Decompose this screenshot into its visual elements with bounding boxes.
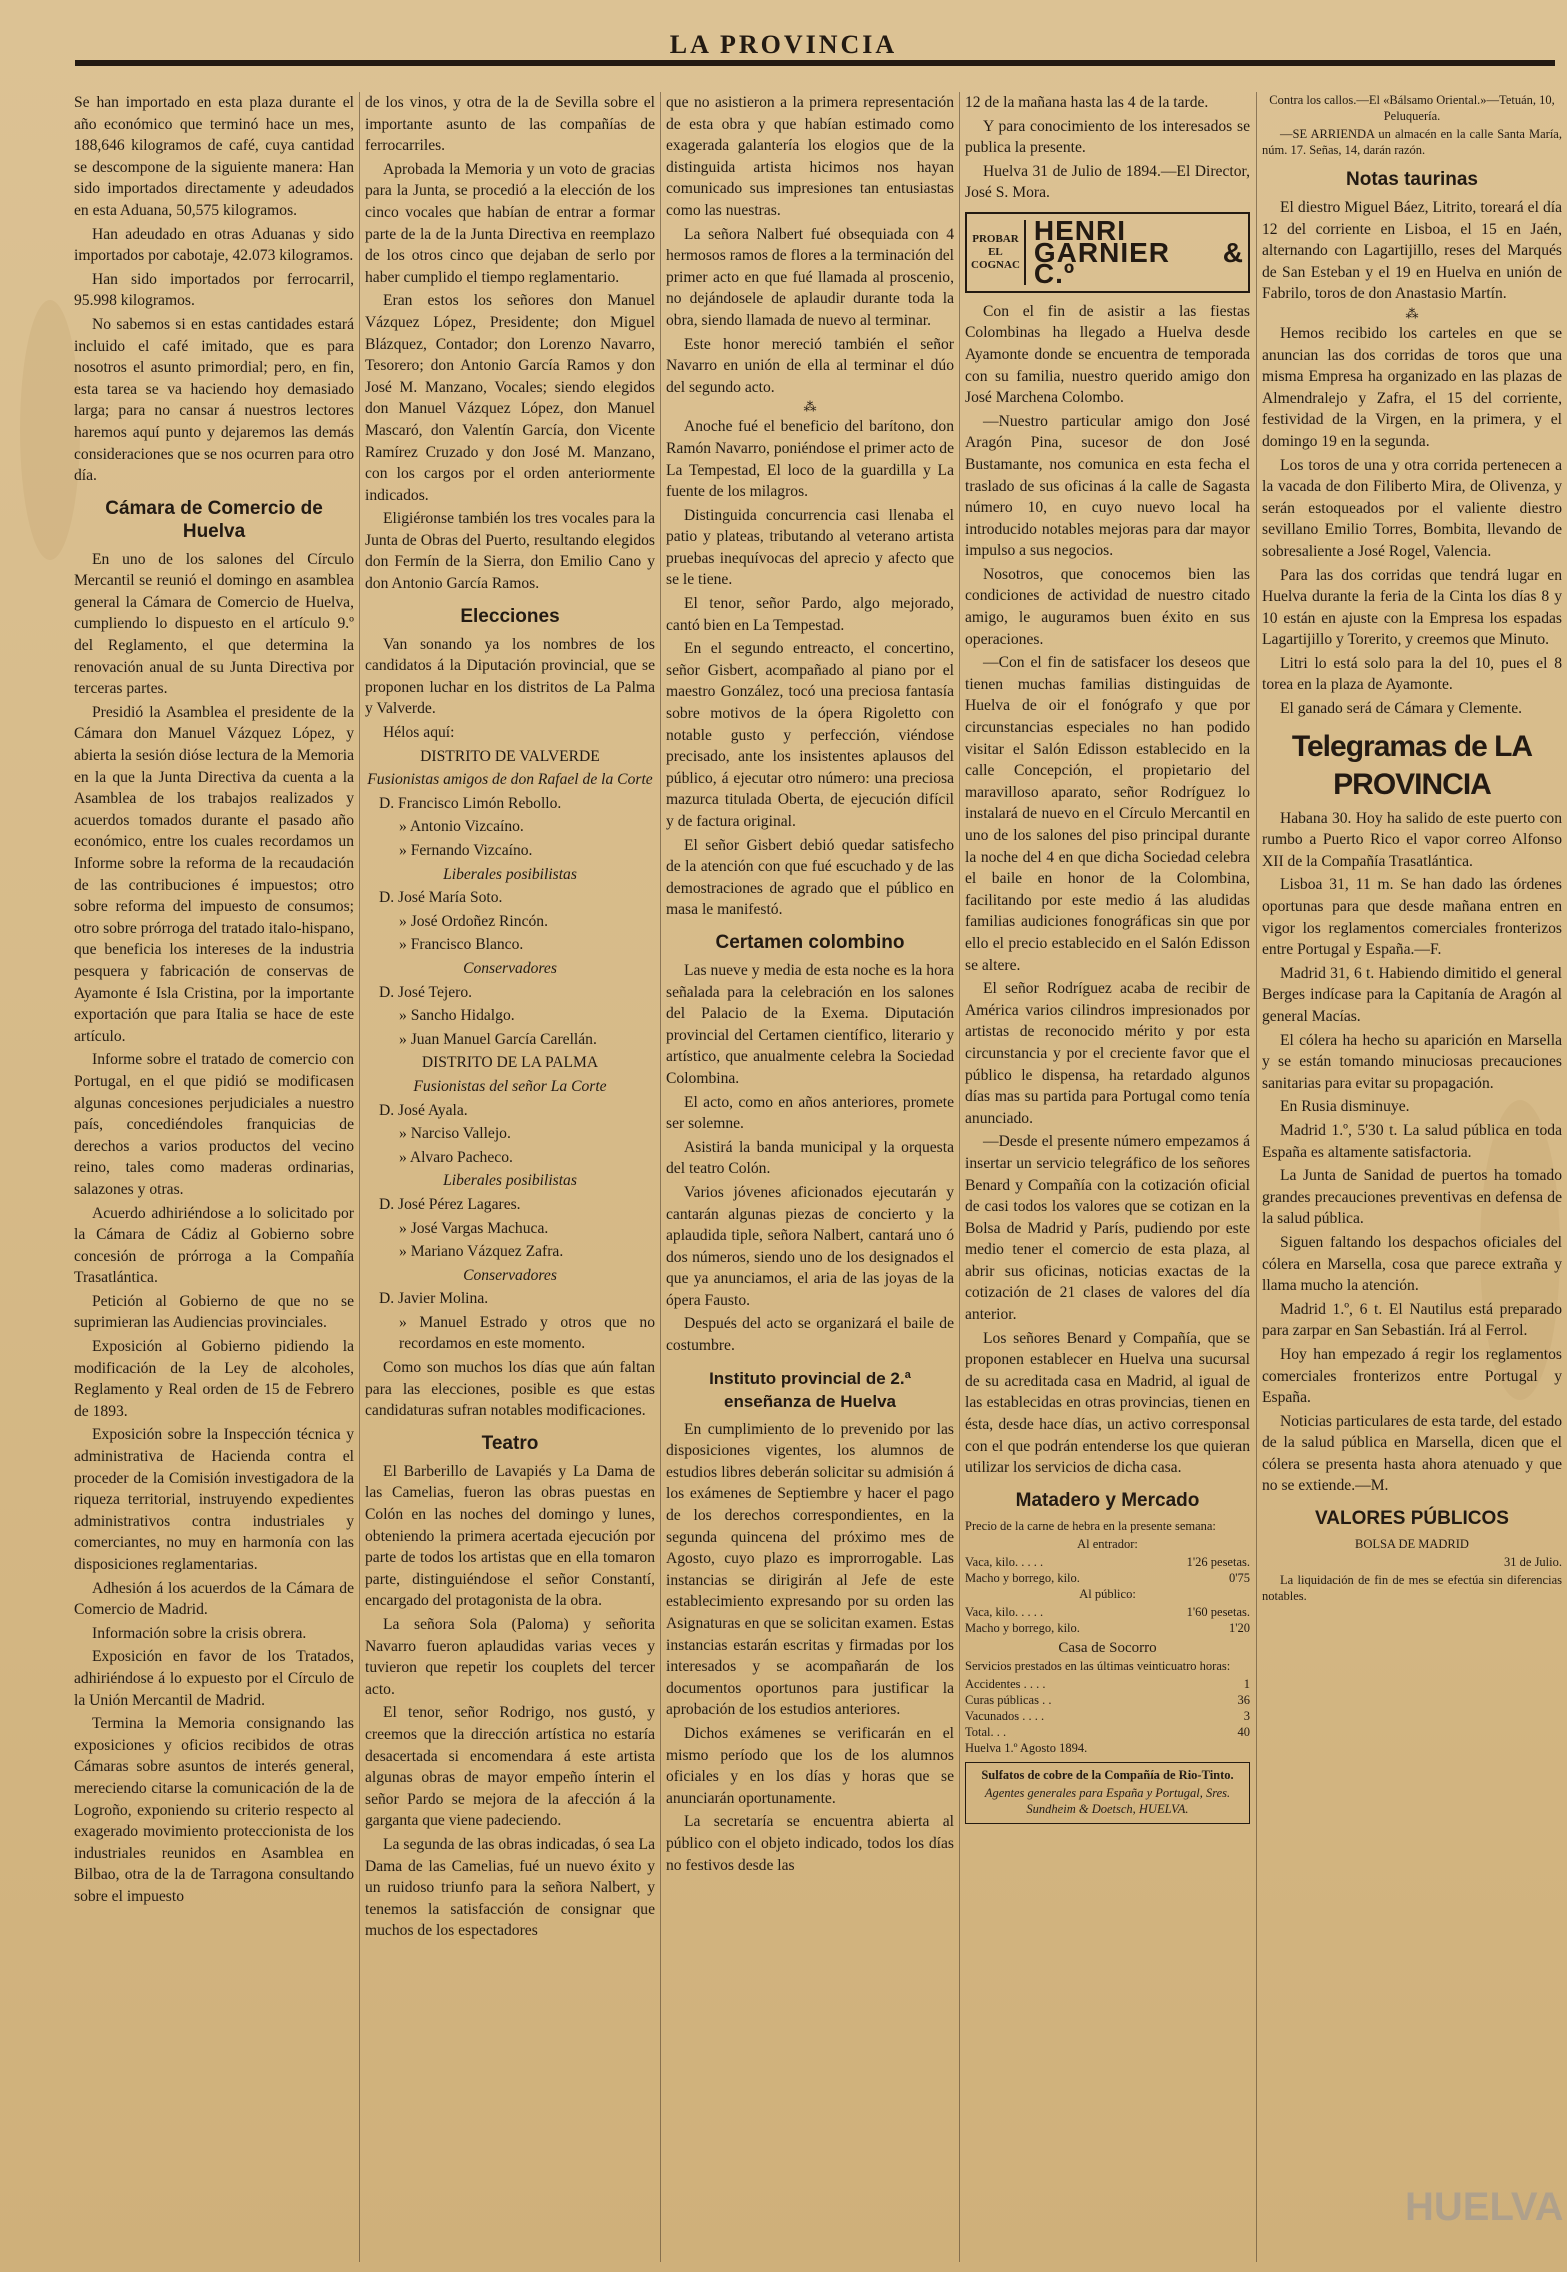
article-paragraph: Termina la Memoria consignando las exposiciones y oficios recibidos de otras Cámaras sobre asuntos de interés general, mereciendo citarse la comunicación de la de Logroño, exponiendo su criterio respecto al exagerado movimiento proteccionista de los industriales reunidos en Asamblea en Bilbao, otra de la de Tarragona consultando sobre el impuesto xyxy=(74,1715,354,1905)
article-paragraph: Nosotros, que conocemos bien las condiciones de actividad de nuestro citado amigo, le auguramos buen éxito en sus operaciones. xyxy=(965,565,1250,648)
article-paragraph: No sabemos si en estas cantidades estará incluido el café imitado, que es para nosotros el asunto primordial; pero, en fin, esta tarea se va haciendo hoy demasiado larga; para no cansar á nuestros lectores haremos aquí punto y dejaremos las demás consideraciones que se nos ocurren para otro día. xyxy=(74,315,354,485)
article-paragraph: Con el fin de asistir a las fiestas Colombinas ha llegado a Huelva desde Ayamonte donde se encuentra de temporada con su familia, nuestro querido amigo don José Marchena Colombo. xyxy=(965,302,1250,407)
telegram-item: Madrid 1.º, 5'30 t. La salud pública en toda España es altamente satisfactoria. xyxy=(1262,1121,1562,1161)
article-paragraph: El señor Rodríguez acaba de recibir de América varios cilindros impresionados por artistas de reconocido mérito y por esta circunstancia y por el creciente favor que el público le dispensa, ha retardado algunos días mas su partida para Portugal como tenía anunciado. xyxy=(965,980,1250,1127)
district-heading: DISTRITO DE VALVERDE xyxy=(420,747,600,765)
telegram-item: Siguen faltando los despachos oficiales del cólera en Marsella, cosa que parece extraña y llama mucho la atención. xyxy=(1262,1233,1562,1295)
candidate: » Francisco Blanco. xyxy=(399,936,524,954)
article-paragraph: La secretaría se encuentra abierta al público con el objeto indicado, todos los días no festivos desde las xyxy=(666,1813,954,1874)
party-heading: Liberales posibilistas xyxy=(443,1172,577,1190)
telegram-item: Habana 30. Hoy ha salido de este puerto con rumbo a Puerto Rico el vapor correo Alfonso XII de la Compañía Trasatlántica. xyxy=(1262,809,1562,870)
article-paragraph: En uno de los salones del Círculo Mercantil se reunió el domingo en asamblea general la Cámara de Comercio de Huelva, cumpliendo lo dispuesto en el artículo 9.º del Reglamento, el que determina la renovación anual de su Junta Directiva por terceras partes. xyxy=(74,550,354,698)
sulfates-advertisement xyxy=(965,1762,1250,1824)
article-paragraph: Acuerdo adhiriéndose a lo solicitado por la Cámara de Cádiz al Gobierno sobre concesión de prórroga a la Compañía Trasatlántica. xyxy=(74,1204,354,1287)
paper-stain xyxy=(20,300,80,560)
service-row xyxy=(965,1692,1250,1708)
huelva-watermark: HUELVA xyxy=(1405,2185,1564,2229)
market-subheading: Al entrador: xyxy=(1077,1536,1138,1551)
column-5 xyxy=(1262,92,1562,2262)
service-label: Curas públicas . . xyxy=(965,1692,1052,1707)
ad-line: Agentes generales para España y Portugal, Sres. Sundheim & Doetsch, HUELVA. xyxy=(984,1785,1231,1816)
service-total xyxy=(965,1724,1250,1740)
party-heading: Fusionistas del señor La Corte xyxy=(413,1077,607,1095)
service-label: Accidentes . . . . xyxy=(965,1676,1046,1691)
price-label: Macho y borrego, kilo. xyxy=(965,1570,1080,1585)
service-total-label: Total. . . xyxy=(965,1724,1007,1739)
candidate: D. José Tejero. xyxy=(379,983,473,1001)
column-divider xyxy=(1256,92,1257,2262)
article-paragraph: Hélos aquí: xyxy=(383,724,455,742)
candidate: » Fernando Vizcaíno. xyxy=(399,842,533,859)
classified-ad: Contra los callos.—El «Bálsamo Oriental.»—Tetuán, 10, Peluquería. xyxy=(1269,93,1555,123)
article-paragraph: Exposición en favor de los Tratados, adhiriéndose á lo expuesto por el Círculo de la Unión Mercantil de Madrid. xyxy=(74,1648,354,1709)
column-divider xyxy=(660,92,661,2262)
candidate: D. Javier Molina. xyxy=(379,1290,489,1308)
article-paragraph: —Desde el presente número empezamos á insertar un servicio telegráfico de los señores Benard y Compañía con la cotización oficial de casi todos los valores que se cotizan en la Bolsa de Madrid y París, pudiendo por este medio tener el comercio de esta plaza, al abrir sus oficinas, noticias exactas de la cotización de 21 clases de valores del día anterior. xyxy=(965,1133,1250,1324)
article-paragraph: Distinguida concurrencia casi llenaba el patio y plateas, tributando al veterano artista pruebas inequívocas del aprecio y afecto que se le tiene. xyxy=(666,506,954,589)
candidate: D. José María Soto. xyxy=(379,889,503,907)
party-heading: Liberales posibilistas xyxy=(443,865,577,883)
candidate: » José Vargas Machuca. xyxy=(399,1219,549,1237)
article-paragraph: El tenor, señor Rodrigo, nos gustó, y creemos que la dirección artística no estaría desacertada si encomendara á este artista algunas obras de mayor empeño ínterin el señor Pardo se mejora de la afección á la garganta que viene padeciendo. xyxy=(365,1704,655,1830)
article-paragraph: Para las dos corridas que tendrá lugar en Huelva durante la feria de la Cinta los días 8 y 10 están en ajuste con la Empresa los espadas Lagartijillo y Torerito, y creemos que Minuto. xyxy=(1262,566,1562,649)
price-label: Macho y borrego, kilo. xyxy=(965,1620,1080,1635)
article-paragraph: Anoche fué el beneficio del barítono, don Ramón Navarro, poniéndose el primer acto de La Tempestad, El loco de la guardilla y La fuente de los milagros. xyxy=(666,418,954,501)
column-3 xyxy=(666,92,954,2262)
article-paragraph: Eran estos los señores don Manuel Vázquez López, Presidente; don Miguel Blázquez, Contador; don Lorenzo Navarro, Tesorero; don Antonio García Ramos y don José M. Manzano, Vocales; siendo elegidos don Manuel Vázquez López, don Manuel Mascaró, don Valentín García, don Vicente Ramírez Cruzado y don José M. Manzano, con los cargos por el orden anteriormente indicados. xyxy=(365,292,655,504)
article-paragraph: Se han importado en esta plaza durante el año económico que terminó hace un mes, 188,646 kilogramos de café, cuya cantidad se descompone de la siguiente manera: Han sido importados directamente y adeudados en esta Aduana, 50,575 kilogramos. xyxy=(74,94,354,219)
article-paragraph: —Nuestro particular amigo don José Aragón Pina, sucesor de don José Bustamante, nos comunica en esta fecha el traslado de sus oficinas á la calle de Sagasta número 10, en cuyo nuevo local ha introducido notables mejoras para dar mayor impulso a sus negocios. xyxy=(965,412,1250,560)
asterism-separator: ⁂ xyxy=(1405,305,1419,321)
price-value: 1'60 pesetas. xyxy=(1186,1604,1250,1619)
service-value: 36 xyxy=(1237,1692,1250,1707)
article-paragraph: Van sonando ya los nombres de los candidatos á la Diputación provincial, que se proponen luchar en los distritos de La Palma y Valverde. xyxy=(365,635,655,718)
price-row xyxy=(965,1604,1250,1620)
article-paragraph: Hemos recibido los carteles en que se anuncian las dos corridas de toros que una misma Empresa ha organizado en las plazas de Almendralejo y Zafra, el 15 del corriente, festividad de la Virgen, en la primera, y el domingo 19 en la segunda. xyxy=(1262,324,1562,450)
article-paragraph: El señor Gisbert debió quedar satisfecho de la atención con que fué escuchado y de las demostraciones de agrado que el público en masa le manifestó. xyxy=(666,836,954,919)
article-paragraph: La señora Sola (Paloma) y señorita Navarro fueron aplaudidas varias veces y tuvieron que repetir los couplets del tercer acto. xyxy=(365,1616,655,1698)
article-paragraph: Y para conocimiento de los interesados se publica la presente. xyxy=(965,117,1250,157)
candidate: D. Francisco Limón Rebollo. xyxy=(379,794,562,812)
article-paragraph: La segunda de las obras indicadas, ó sea La Dama de las Camelias, fué un nuevo éxito y un ruidoso triunfo para la señora Nalbert, y tenemos la satisfacción de consignar que muchos de los espectadores xyxy=(365,1835,655,1940)
masthead-title: LA PROVINCIA xyxy=(669,30,898,59)
article-paragraph: Los toros de una y otra corrida pertenecen a la vacada de don Filiberto Mira, de Olivenza, y serán estoqueados por el valiente diestro sevillano Emilio Torres, Bombita, llevando de sobresaliente a José Rogel, Valencia. xyxy=(1262,456,1562,560)
section-heading: Cámara de Comercio de Huelva xyxy=(105,497,323,542)
price-label: Vaca, kilo. . . . . xyxy=(965,1604,1044,1619)
telegrams-heading: Telegramas de LA PROVINCIA xyxy=(1291,729,1533,801)
candidate: » José Ordoñez Rincón. xyxy=(399,912,548,930)
article-paragraph: En el segundo entreacto, el concertino, señor Gisbert, acompañado al piano por el maestro González, tocó una preciosa fantasía sobre motivos de la ópera Rigoletto con notable gusto y perfección, viéndose precisado, ante los insistentes aplausos del público, á ejecutar otro número: una preciosa mazurca titulada Oberta, de ejecución difícil y de factura original. xyxy=(666,640,954,830)
article-paragraph: El acto, como en años anteriores, promete ser solemne. xyxy=(666,1093,954,1133)
price-value: 1'26 pesetas. xyxy=(1186,1554,1250,1569)
service-value: 3 xyxy=(1243,1708,1250,1723)
cognac-advertisement xyxy=(965,212,1250,293)
article-paragraph: Han adeudado en otras Aduanas y sido importados por cabotaje, 42.073 kilogramos. xyxy=(74,225,354,265)
article-paragraph: Eligiéronse también los tres vocales para la Junta de Obras del Puerto, resultando elegidos don Fermín de la Sierra, don Emilio Cano y don Antonio García Ramos. xyxy=(365,510,655,593)
bolsa-date: 31 de Julio. xyxy=(1504,1555,1562,1570)
article-paragraph: que no asistieron a la primera representación de esta obra y que habían estimado como exagerada galantería los elogios que de la distinguida artista hicimos nos hayan comunicado sus impresiones tan entusiastas como las nuestras. xyxy=(666,94,954,219)
party-heading: Conservadores xyxy=(463,959,557,977)
article-paragraph: Litri lo está solo para la del 10, pues el 8 torea en la plaza de Ayamonte. xyxy=(1262,654,1562,694)
article-paragraph: Han sido importados por ferrocarril, 95.998 kilogramos. xyxy=(74,270,354,310)
candidate: » Antonio Vizcaíno. xyxy=(399,818,524,836)
article-paragraph: de los vinos, y otra de la de Sevilla sobre el importante asunto de las compañías de ferrocarriles. xyxy=(365,94,655,155)
telegram-item: Hoy han empezado á regir los reglamentos comerciales fronterizos entre Portugal y España. xyxy=(1262,1345,1562,1407)
service-value: 1 xyxy=(1243,1676,1250,1691)
telegram-item: El cólera ha hecho su aparición en Marsella y se están tomando minuciosas precauciones sanitarias para evitar su propagación. xyxy=(1262,1031,1562,1092)
telegram-item: Lisboa 31, 11 m. Se han dado las órdenes oportunas para que desde mañana entren en vigor los reglamentos comerciales fronterizos entre Portugal y España.—F. xyxy=(1262,876,1562,959)
service-date: Huelva 1.º Agosto 1894. xyxy=(965,1740,1088,1755)
column-divider xyxy=(959,92,960,2262)
article-paragraph: Información sobre la crisis obrera. xyxy=(92,1624,307,1642)
asterism-separator: ⁂ xyxy=(803,399,817,415)
district-heading: DISTRITO DE LA PALMA xyxy=(421,1054,599,1072)
candidate: » Narciso Vallejo. xyxy=(399,1125,511,1143)
price-label: Vaca, kilo. . . . . xyxy=(965,1554,1044,1569)
article-paragraph: Exposición al Gobierno pidiendo la modificación de la Ley de alcoholes, Reglamento y Real orden de 15 de Febrero de 1893. xyxy=(74,1338,354,1420)
section-heading: Teatro xyxy=(481,1432,539,1454)
price-row xyxy=(965,1620,1250,1636)
service-intro: Servicios prestados en las últimas veinticuatro horas: xyxy=(965,1658,1231,1673)
article-paragraph: Presidió la Asamblea el presidente de la Cámara don Manuel Vázquez López, y abierta la sesión dióse lectura de la Memoria en la que la Junta Directiva da cuenta a la Asamblea de los trabajos realizados y acuerdos tomados durante el pasado año económico, entre los cuales recordamos un Informe sobre la reforma de la recaudación de las contribuciones é impuestos; otro sobre reforma del impuesto de consumos; otro sobre prórroga del tratado italo-hispano, que beneficia los intereses de la industria pesquera y fabricación de conservas de Ayamonte é Isla Cristina, por la importante exportación que para Italia se hace de este artículo. xyxy=(74,703,354,1045)
candidate: » Juan Manuel García Carellán. xyxy=(399,1030,597,1048)
service-label: Vacunados . . . . xyxy=(965,1708,1045,1723)
article-paragraph: En cumplimiento de lo prevenido por las disposiciones vigentes, los alumnos de estudios libres deberán solicitar su admisión á los exámenes de Septiembre y hacer el pago de los derechos correspondientes, en la segunda quincena del próximo mes de Agosto, cuyo plazo es improrrogable. Las instancias se dirigirán al Jefe de este establecimiento expresando por su orden las Asignaturas en que se solicitan examen. Estas instancias estarán escritas y firmadas por los interesados y se acompañarán de los documentos oportunos para justificar la aprobación de los estudios anteriores. xyxy=(666,1420,954,1719)
article-paragraph: Petición al Gobierno de que no se suprimieran las Audiencias provinciales. xyxy=(74,1292,354,1332)
bolsa-heading: BOLSA DE MADRID xyxy=(1355,1537,1469,1552)
party-heading: Fusionistas amigos de don Rafael de la Corte xyxy=(367,771,653,789)
article-paragraph: El ganado será de Cámara y Clemente. xyxy=(1280,700,1523,718)
article-paragraph: Exposición sobre la Inspección técnica y administrativa de Hacienda contra el proceder de la Comisión investigadora de la riqueza territorial, instruyendo expedientes administrativos contra industriales y comerciantes, no muy en harmonía con las disposiciones reglamentarias. xyxy=(74,1426,354,1573)
candidate: » Manuel Estrado y otros que no recordamos en este momento. xyxy=(399,1313,655,1353)
section-heading: Elecciones xyxy=(460,605,560,627)
ad-brand-name: HENRI GARNIER & C.º xyxy=(1024,220,1244,285)
market-subheading: Al público: xyxy=(1079,1586,1136,1601)
article-paragraph: Informe sobre el tratado de comercio con Portugal, en el que pidió se modificasen algunas concesiones perjudiciales a nuestro país, concediéndoles franquicias de derechos a varios productos del vecino reino, tales como maderas ordinarias, salazones y otras. xyxy=(74,1051,354,1198)
candidate: D. José Ayala. xyxy=(379,1101,468,1119)
market-intro: Precio de la carne de hebra en la presente semana: xyxy=(965,1518,1216,1533)
telegram-item: La Junta de Sanidad de puertos ha tomado grandes precauciones preventivas en defensa de la salud pública. xyxy=(1262,1167,1562,1228)
article-paragraph: Asistirá la banda municipal y la orquesta del teatro Colón. xyxy=(666,1138,954,1178)
candidate: D. José Pérez Lagares. xyxy=(379,1195,521,1213)
article-paragraph: Varios jóvenes aficionados ejecutarán y cantarán algunas piezas de concierto y la aplaudida tiple, señora Nalbert, cantará uno ó dos números, siendo uno de los designados el que ya anunciamos, el aria de las joyas de la ópera Fausto. xyxy=(666,1183,954,1309)
column-2 xyxy=(365,92,655,2262)
article-paragraph: 12 de la mañana hasta las 4 de la tarde. xyxy=(965,94,1209,111)
section-heading: Notas taurinas xyxy=(1346,169,1478,190)
classified-ad: —SE ARRIENDA un almacén en la calle Santa María, núm. 17. Señas, 14, darán razón. xyxy=(1262,127,1562,157)
article-paragraph: Las nueve y media de esta noche es la hora señalada para la celebración en los salones del Palacio de la Exema. Diputación provincial del Certamen científico, literario y artístico, que anualmente celebra la Sociedad Colombina. xyxy=(666,961,954,1087)
candidate: » Sancho Hidalgo. xyxy=(399,1007,515,1025)
price-value: 1'20 xyxy=(1228,1620,1250,1635)
section-heading: Certamen colombino xyxy=(715,931,905,953)
article-paragraph: Aprobada la Memoria y un voto de gracias para la Junta, se procedió a la elección de los cinco vocales que habían de entrar a formar parte de la de la Junta Directiva en reemplazo de los otros cinco que dejaban de serlo por haber cumplido el tiempo reglamentario. xyxy=(365,160,655,286)
ad-line: Sulfatos de cobre de la Compañía de Rio-Tinto. xyxy=(981,1767,1234,1782)
bolsa-text: La liquidación de fin de mes se efectúa sin diferencias notables. xyxy=(1262,1573,1562,1604)
telegram-item: Madrid 31, 6 t. Habiendo dimitido el general Berges indícase para la Capitanía de Aragón al general Macías. xyxy=(1262,964,1562,1025)
article-paragraph: Dichos exámenes se verificarán en el mismo período que los de los alumnos oficiales y en los días y horas que se anunciarán oportunamente. xyxy=(666,1724,954,1807)
section-heading: VALORES PÚBLICOS xyxy=(1315,1508,1509,1530)
article-paragraph: El diestro Miguel Báez, Litrito, toreará el día 12 del corriente en Lisboa, el 15 en Jaén, alternando con Lagartijillo, reses del Marqués de San Esteban y el 19 en Huelva en unión de Fabrilo, toros de don Anastasio Martín. xyxy=(1262,199,1562,303)
article-paragraph: Como son muchos los días que aún faltan para las elecciones, posible es que estas candidaturas sufran notables modificaciones. xyxy=(365,1359,655,1420)
telegram-item: En Rusia disminuye. xyxy=(1280,1098,1410,1116)
article-paragraph: Los señores Benard y Compañía, que se proponen establecer en Huelva una sucursal de su acreditada casa en Madrid, al igual de las establecidas en otras provincias, tienen en ésta, desde hace días, un activo corresponsal con el que podrán entenderse los que quieran utilizar los servicios de dicha casa. xyxy=(965,1329,1250,1477)
article-paragraph: —Con el fin de satisfacer los deseos que tienen muchas familias distinguidas de Huelva de oir el fonógrafo y que por circunstancias especiales no han podido visitar el Salón Edisson establecido en la calle Concepción, el propietario del maravilloso aparato, señor Rodríguez lo instalará de nuevo en el Círculo Mercantil en uno de los salones del piso principal durante la noche del 4 en que dicha Sociedad celebra el baile en honor de la Colombina, facilitando por este medio á las aludidas familias audiciones fonográficas sin que por ello el precio establecido en el Salón Edisson se altere. xyxy=(965,654,1250,974)
telegram-item: Madrid 1.º, 6 t. El Nautilus está preparado para zarpar en San Sebastián. Irá al Ferrol. xyxy=(1262,1300,1562,1340)
service-row xyxy=(965,1708,1250,1724)
price-row xyxy=(965,1570,1250,1586)
article-paragraph: La señora Nalbert fué obsequiada con 4 hermosos ramos de flores a la terminación del primer acto en que fué llamada al proscenio, no dejándosele de aplaudir durante toda la obra, siendo llamada de nuevo al terminar. xyxy=(666,225,954,329)
article-paragraph: El tenor, señor Pardo, algo mejorado, cantó bien en La Tempestad. xyxy=(666,595,954,634)
telegram-item: Noticias particulares de esta tarde, del estado de la salud pública en Marsella, dicen que el cólera se presenta hasta ahora atenuado y que no se extiende.—M. xyxy=(1262,1412,1562,1495)
subsection-heading: Casa de Socorro xyxy=(1058,1639,1157,1656)
candidate: » Mariano Vázquez Zafra. xyxy=(399,1243,564,1261)
price-row xyxy=(965,1554,1250,1570)
article-paragraph: El Barberillo de Lavapiés y La Dama de las Camelias, fueron las obras puestas en Colón en las noches del domingo y lunes, obteniendo la primera acertada ejecución por parte de todos los artistas que en ella tomaron parte, distinguiéndose el señor Constantí, encargado del protagonista de la obra. xyxy=(365,1462,655,1610)
party-heading: Conservadores xyxy=(463,1266,557,1284)
article-paragraph: Huelva 31 de Julio de 1894.—El Director, José S. Mora. xyxy=(965,162,1250,202)
column-divider xyxy=(359,92,360,2262)
service-row xyxy=(965,1676,1250,1692)
article-paragraph: Después del acto se organizará el baile de costumbre. xyxy=(666,1315,954,1355)
column-4 xyxy=(965,92,1250,2262)
price-value: 0'75 xyxy=(1228,1570,1250,1585)
article-paragraph: Este honor mereció también el señor Navarro en unión de ella al terminar el dúo del segundo acto. xyxy=(666,335,954,396)
candidate: » Alvaro Pacheco. xyxy=(399,1148,513,1166)
article-paragraph: Adhesión á los acuerdos de la Cámara de Comercio de Madrid. xyxy=(74,1579,354,1619)
column-1 xyxy=(74,92,354,2262)
section-heading: Instituto provincial de 2.ª enseñanza de Huelva xyxy=(709,1368,911,1411)
masthead-rule xyxy=(75,60,1555,66)
ad-small-text: PROBAR EL COGNAC xyxy=(971,232,1020,271)
market-prices xyxy=(965,1518,1250,1756)
section-heading: Matadero y Mercado xyxy=(1015,1489,1200,1511)
service-total-value: 40 xyxy=(1237,1724,1250,1739)
